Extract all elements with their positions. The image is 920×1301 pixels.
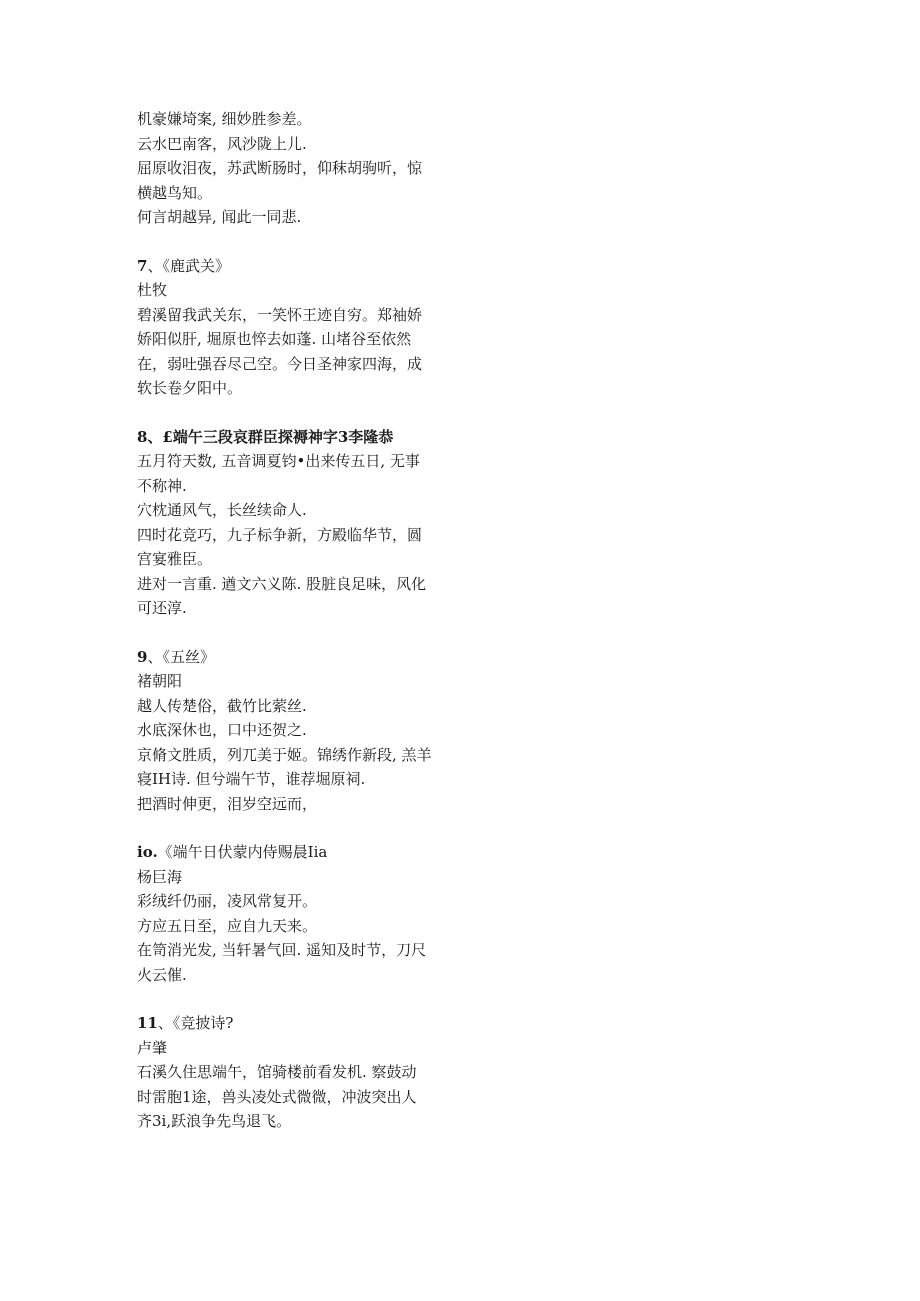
- section-gap: [137, 230, 437, 254]
- poem-line: 在，弱吐强吞尽己空。今日圣神家四海，成: [137, 354, 423, 373]
- poem-line: 穴枕通风气，长丝续命人.: [137, 501, 307, 519]
- poem-line: 云水巴南客，风沙陇上儿.: [137, 134, 307, 153]
- poem-line: 碧溪留我武关东，一笑怀王迹自穷。郑袖娇: [137, 305, 423, 324]
- poem-line: 石溪久住思端午，馆骑楼前看发机. 察鼓动: [137, 1063, 417, 1081]
- poem-line: 机豪嫌埼案, 细妙胜参差。: [137, 110, 312, 128]
- section-gap: [137, 401, 437, 425]
- poem-number: io.: [137, 843, 158, 861]
- section-gap: [137, 816, 437, 840]
- poem-line: 越人传楚俗，截竹比萦丝.: [137, 696, 307, 715]
- poem-line: 把酒时伸更，泪岁空远而，: [137, 794, 318, 813]
- poem-number: 7: [137, 256, 148, 275]
- poem-title: [137, 645, 437, 670]
- poem-author: 卢肇: [137, 1038, 168, 1057]
- poem-author: 褚朝阳: [137, 672, 183, 690]
- poem-section: [137, 645, 437, 817]
- poem-line: 时雷胞1途，兽头凌处式微微，冲波突出人: [137, 1087, 417, 1106]
- poem-title-text: 、《五丝》: [147, 647, 215, 666]
- poem-line: 软长卷夕阳中。: [137, 379, 243, 397]
- section-gap: [137, 987, 437, 1011]
- poem-line: 不称神.: [137, 476, 187, 495]
- poem-line: 娇阳似肝, 堀原也悴去如蓬. 山堵谷至依然: [137, 330, 412, 348]
- poem-line: 在笥消光发, 当轩暑气回. 遥知及时节，刀尺: [137, 941, 427, 959]
- poem-line: 彩绒纤仍丽，凌风常复开。: [137, 892, 318, 910]
- poem-title-text: 《端午日伏蒙内侍赐晨Iia: [157, 843, 328, 861]
- poem-line: 火云催.: [137, 965, 187, 984]
- poem-number: 9: [137, 647, 148, 666]
- poem-line: 可还淳.: [137, 599, 187, 617]
- poem-line: 齐3i,跃浪争先鸟退飞。: [137, 1112, 292, 1130]
- poem-section: [137, 840, 437, 987]
- poem-section: [137, 1011, 437, 1134]
- poem-line: 屈原收泪夜，苏武断肠时，仰秣胡驹听，惊: [137, 159, 423, 177]
- poem-line: 五月符天数, 五音调夏钧•出来传五日, 无事: [137, 452, 420, 470]
- section-gap: [137, 621, 437, 645]
- poem-line: 方应五日至，应自九天来。: [137, 916, 318, 935]
- poem-line: 进对一言重. 遒文六义陈. 股脏良足味，风化: [137, 574, 427, 593]
- poem-section: [137, 254, 437, 401]
- poem-title: [137, 254, 437, 279]
- poem-title: [137, 840, 437, 865]
- poem-line: 水底深休也，口中还贺之.: [137, 721, 307, 739]
- poem-title-text: 、《竞披诗?: [157, 1014, 234, 1032]
- poem-number: 11: [137, 1014, 158, 1032]
- poem-title-text: 、《鹿武关》: [147, 256, 230, 275]
- poem-section: [137, 107, 437, 230]
- poem-line: 京脩文胜质，列兀美于姬。锦绣作新段, 羔羊: [137, 745, 432, 764]
- poem-line: 宫宴雅臣。: [137, 550, 213, 568]
- poem-line: 寝IH诗. 但兮端午节，谁荐堀原祠.: [137, 770, 366, 788]
- poem-line: 横越鸟知。: [137, 183, 213, 202]
- poem-author: 杜牧: [137, 281, 168, 299]
- poem-number: 8、£端午三段哀群臣探褥神字3李隆恭: [137, 427, 394, 446]
- poem-line: 四时花竞巧，九子标争新，方殿临华节，圆: [137, 525, 423, 544]
- poem-title: [137, 425, 437, 450]
- poem-line: 何言胡越异, 闻此一同悲.: [137, 208, 302, 226]
- poem-author: 杨巨海: [137, 867, 183, 886]
- poem-section: [137, 425, 437, 621]
- poem-title: [137, 1011, 437, 1036]
- document-body: [137, 107, 437, 1134]
